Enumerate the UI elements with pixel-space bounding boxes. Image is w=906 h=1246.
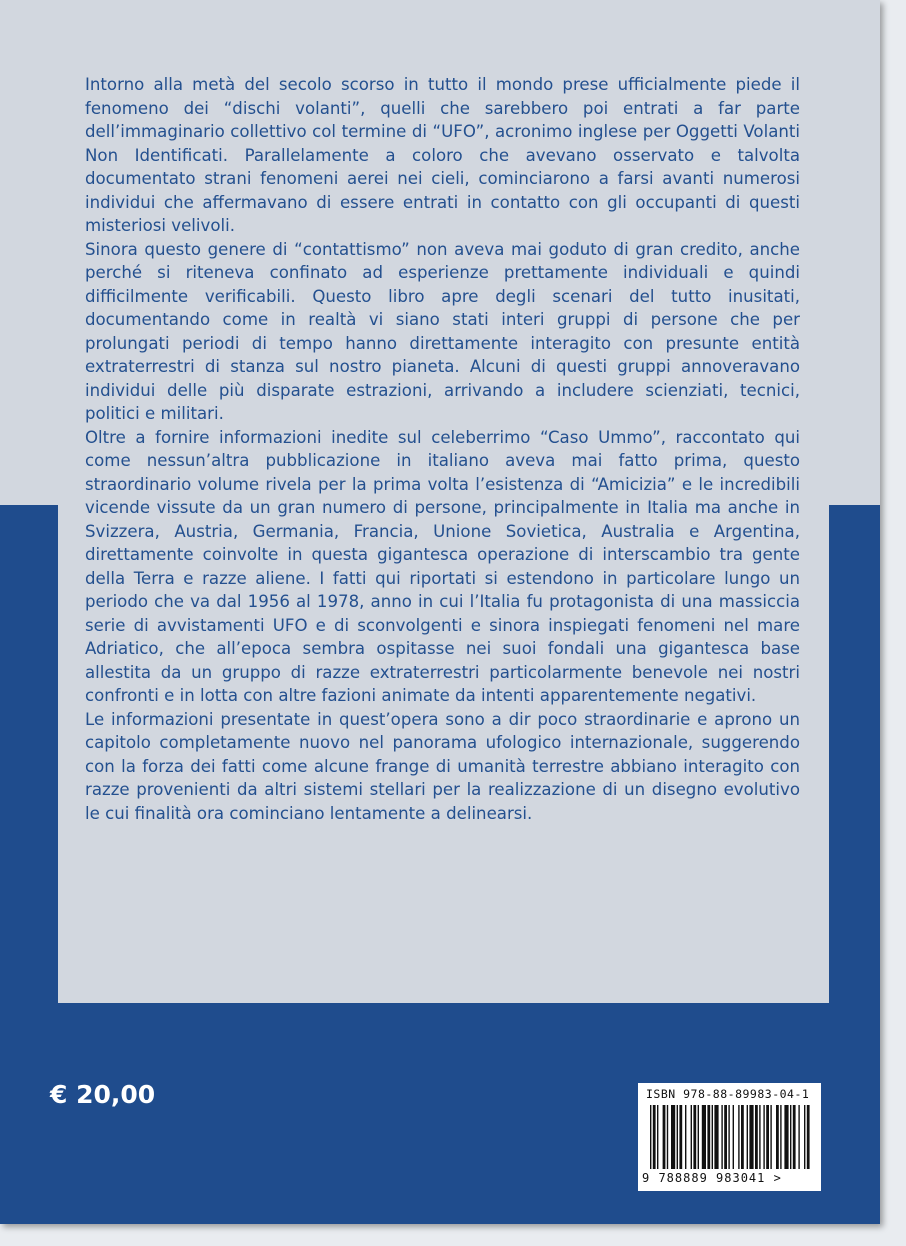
barcode-bar <box>657 1105 658 1169</box>
blurb-text <box>85 73 800 825</box>
barcode-bar <box>807 1105 810 1169</box>
barcode-bar <box>780 1105 781 1169</box>
barcode-bar <box>784 1105 788 1169</box>
barcode-bar <box>755 1105 758 1169</box>
price-label: € 20,00 <box>50 1080 156 1109</box>
barcode-bar <box>702 1105 706 1169</box>
isbn-barcode <box>638 1083 821 1191</box>
barcode-bar <box>728 1105 729 1169</box>
barcode-bar <box>741 1105 744 1169</box>
barcode-bar <box>650 1105 651 1169</box>
barcode-bar <box>733 1105 734 1169</box>
barcode-bar <box>693 1105 696 1169</box>
barcode-bar <box>759 1105 760 1169</box>
barcode-bar <box>663 1105 666 1169</box>
barcode-bar <box>724 1105 727 1169</box>
barcode-bar <box>691 1105 692 1169</box>
barcode-bar <box>763 1105 764 1169</box>
barcode-bar <box>776 1105 779 1169</box>
barcode-bar <box>677 1105 678 1169</box>
barcode-bar <box>738 1105 739 1169</box>
barcode-bar <box>685 1105 686 1169</box>
barcode-bar <box>804 1105 805 1169</box>
blurb-paragraph-1: Intorno alla metà del secolo scorso in tutto il mondo prese ufficialmente piede il fenomeno dei “dischi volanti”, quelli che sarebbero poi entrati a far parte dell’immaginario collettivo col termine di “UFO”, acronimo inglese per Oggetti Volanti Non Identificati. Parallelamente a coloro che avevano osservato e talvolta documentato strani fenomeni aerei nei cieli, cominciarono a farsi avanti numerosi individui che affermavano di essere entrati in contatto con gli occupanti di questi misteriosi velivoli. <box>85 75 800 235</box>
barcode-bar <box>714 1105 718 1169</box>
barcode-bar <box>749 1105 753 1169</box>
barcode-bar <box>766 1105 769 1169</box>
barcode-bars <box>650 1105 810 1169</box>
barcode-digits: 9 788889 983041 > <box>642 1171 782 1185</box>
barcode-bar <box>671 1105 675 1169</box>
barcode-bar <box>721 1105 722 1169</box>
barcode-bar <box>679 1105 682 1169</box>
barcode-bar <box>793 1105 796 1169</box>
blurb-paragraph-3: Oltre a fornire informazioni inedite sul celeberrimo “Caso Ummo”, raccontato qui come nessun’altra pubblicazione in italiano aveva mai fatto prima, questo straordinario volume rivela per la prima volta l’esistenza di “Amicizia” e le incredibili vicende vissute da un gran numero di persone, principalmente in Italia ma anche in Svizzera, Austria, Germania, Francia, Unione Sovietica, Australia e Argentina, direttamente coinvolte in questa gigantesca operazione di interscambio tra gente della Terra e razze aliene. I fatti qui riportati si estendono in particolare lungo un periodo che va dal 1956 al 1978, anno in cui l’Italia fu protagonista di una massiccia serie di avvistamenti UFO e di sconvolgenti e sinora inspiegati fenomeni nel mare Adriatico, che all’epoca sembra ospitasse nei suoi fondali una gigantesca base allestita da un gruppo di razze extraterrestri particolarmente benevole nei nostri confronti e in lotta con altre fazioni animate da intenti apparentemente negativi. <box>85 427 800 705</box>
barcode-bar <box>798 1105 799 1169</box>
barcode-bar <box>667 1105 668 1169</box>
barcode-bar <box>790 1105 791 1169</box>
barcode-bar <box>770 1105 771 1169</box>
barcode-bar <box>747 1105 748 1169</box>
blurb-paragraph-2: Sinora questo genere di “contattismo” non aveva mai goduto di gran credito, anche perché si riteneva confinato ad esperienze prettamente individuali e quindi difficilmente verificabili. Questo libro apre degli scenari del tutto inusitati, documentando come in realtà vi siano stati interi gruppi di persone che per prolungati periodi di tempo hanno direttamente interagito con presunte entità extraterrestri di stanza sul nostro pianeta. Alcuni di questi gruppi annoveravano individui delle più disparate estrazioni, arrivando a includere scienziati, tecnici, politici e militari. <box>85 239 800 423</box>
barcode-bar <box>698 1105 699 1169</box>
blurb-paragraph-4: Le informazioni presentate in quest’opera sono a dir poco straordinarie e aprono un capitolo completamente nuovo nel panorama ufologico internazionale, suggerendo con la forza dei fatti come alcune frange di umanità terrestre abbiano interagito con razze provenienti da altri sistemi stellari per la realizzazione di un disegno evolutivo le cui finalità ora cominciano lentamente a delinearsi. <box>85 709 800 823</box>
isbn-label: ISBN 978-88-89983-04-1 <box>646 1087 810 1101</box>
barcode-bar <box>707 1105 710 1169</box>
barcode-bar <box>712 1105 713 1169</box>
barcode-bar <box>653 1105 656 1169</box>
